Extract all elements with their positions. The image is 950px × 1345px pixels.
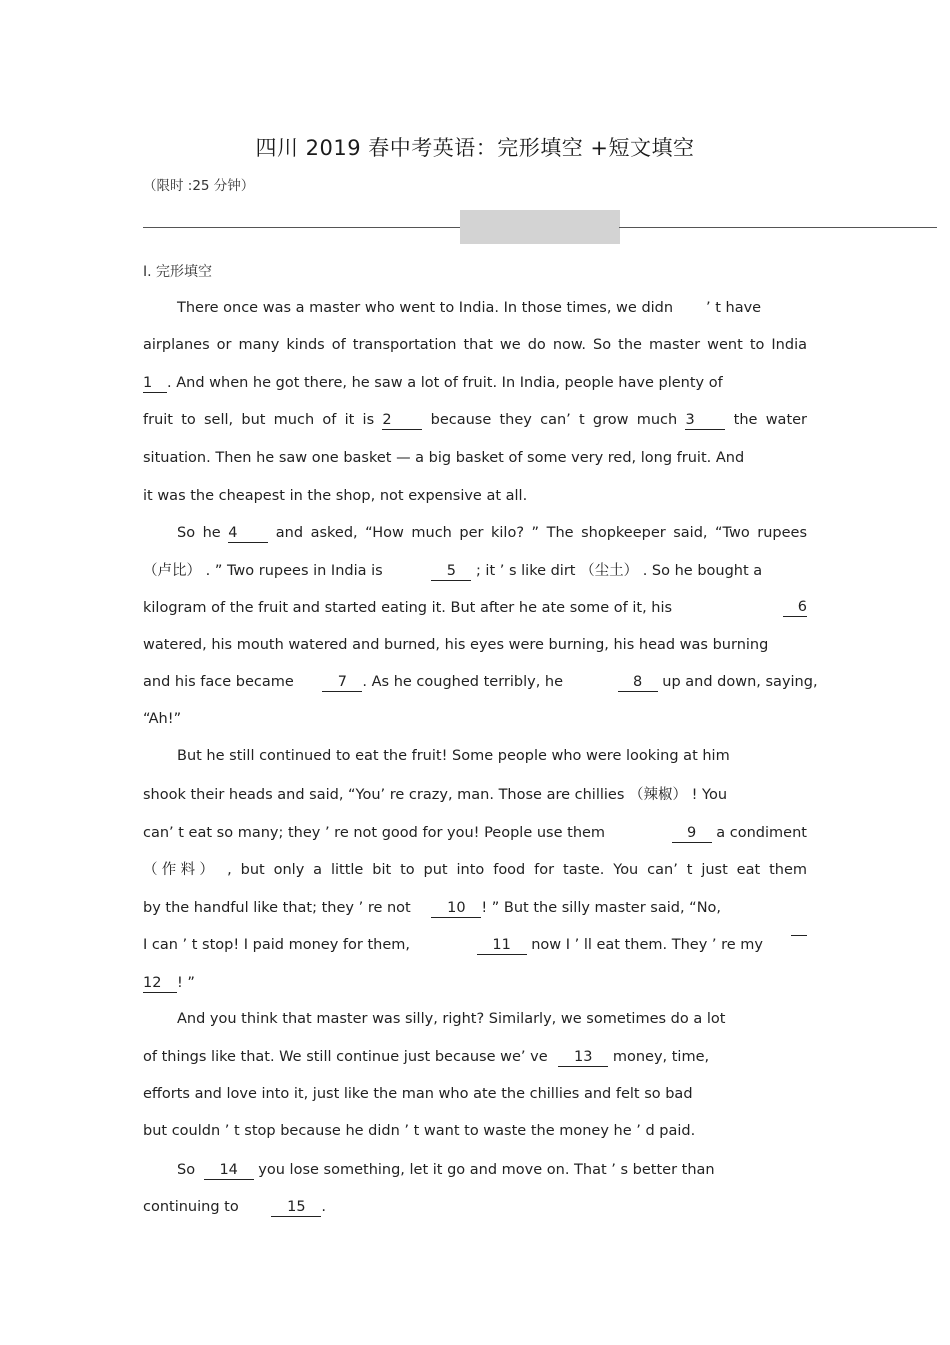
text-line xyxy=(143,823,807,843)
section-band xyxy=(460,210,620,244)
blank-1[interactable]: 1 xyxy=(143,374,167,393)
text-span: by the handful like that; they ’ re not xyxy=(143,900,411,916)
divider-right xyxy=(619,227,937,228)
text-span: ’ t have xyxy=(706,300,762,316)
text-span: . As he coughed terribly, he xyxy=(362,674,564,690)
text-span: There once was a master who went to India. In those times, we didn xyxy=(177,300,674,316)
text-line xyxy=(143,672,818,692)
text-span: now I ’ ll eat them. They ’ re my xyxy=(531,937,763,953)
section-heading: Ⅰ. 完形填空 xyxy=(143,264,213,280)
text-line xyxy=(143,1160,807,1180)
text-line: shook their heads and said, “You’ re crazy, man. Those are chillies （辣椒） ! You xyxy=(143,787,728,803)
blank-12[interactable]: 12 xyxy=(143,974,177,993)
blank-2[interactable]: 2 xyxy=(382,411,422,430)
text-span: So xyxy=(177,1162,196,1178)
text-line xyxy=(143,898,807,918)
text-line xyxy=(143,523,807,543)
text-line: （作料） , but only a little bit to put into food for taste. You can’ t just eat them xyxy=(143,862,807,878)
text-span: money, time, xyxy=(612,1049,710,1065)
text-line: situation. Then he saw one basket — a big basket of some very red, long fruit. And xyxy=(143,450,745,466)
text-line xyxy=(143,1197,807,1217)
text-span: （卢比） . ” Two rupees in India is xyxy=(143,563,383,579)
blank-10[interactable]: 10 xyxy=(431,899,481,918)
text-span: fruit to sell, but much of it is xyxy=(143,412,375,428)
text-line: watered, his mouth watered and burned, his eyes were burning, his head was burning xyxy=(143,637,769,653)
text-span: up and down, saying, xyxy=(662,674,818,690)
text-span: kilogram of the fruit and started eating it. But after he ate some of it, his xyxy=(143,600,673,616)
text-span: So he xyxy=(177,525,221,541)
text-span: continuing to xyxy=(143,1199,239,1215)
text-span: . And when he got there, he saw a lot of fruit. In India, people have plenty of xyxy=(167,375,723,391)
text-line: But he still continued to eat the fruit! Some people who were looking at him xyxy=(177,748,730,764)
text-span: because they can’ t grow much xyxy=(430,412,678,428)
text-span: and asked, “How much per kilo? ” The shopkeeper said, “Two rupees xyxy=(275,525,808,541)
text-line xyxy=(143,598,807,618)
time-limit: （限时 :25 分钟） xyxy=(143,178,255,194)
text-line: but couldn ’ t stop because he didn ’ t want to waste the money he ’ d paid. xyxy=(143,1123,696,1139)
text-span: ! ” But the silly master said, “No, xyxy=(481,900,722,916)
page-title: 四川 2019 春中考英语：完形填空 +短文填空 xyxy=(255,136,695,160)
divider-left xyxy=(143,227,461,228)
blank-6[interactable]: 6 xyxy=(783,598,807,617)
blank-12-lead xyxy=(791,935,807,936)
text-line xyxy=(143,935,807,955)
text-span: ! ” xyxy=(177,975,195,991)
text-line xyxy=(143,373,807,393)
text-line: And you think that master was silly, right? Similarly, we sometimes do a lot xyxy=(177,1011,726,1027)
text-line: efforts and love into it, just like the man who ate the chillies and felt so bad xyxy=(143,1086,693,1102)
text-span: can’ t eat so many; they ’ re not good for you! People use them xyxy=(143,825,606,841)
text-span: a condiment xyxy=(716,825,807,841)
blank-14[interactable]: 14 xyxy=(204,1161,254,1180)
text-span: and his face became xyxy=(143,674,294,690)
blank-7[interactable]: 7 xyxy=(322,673,362,692)
text-line xyxy=(143,410,807,430)
blank-5[interactable]: 5 xyxy=(431,562,471,581)
blank-15[interactable]: 15 xyxy=(271,1198,321,1217)
text-line xyxy=(143,561,807,581)
text-span: . xyxy=(321,1199,326,1215)
text-span: the water xyxy=(733,412,808,428)
blank-4[interactable]: 4 xyxy=(228,524,268,543)
blank-13[interactable]: 13 xyxy=(558,1048,608,1067)
text-span: I can ’ t stop! I paid money for them, xyxy=(143,937,410,953)
text-line: “Ah!” xyxy=(143,711,182,727)
text-line xyxy=(143,298,807,318)
blank-11[interactable]: 11 xyxy=(477,936,527,955)
blank-3[interactable]: 3 xyxy=(685,411,725,430)
blank-8[interactable]: 8 xyxy=(618,673,658,692)
text-span: of things like that. We still continue just because we’ ve xyxy=(143,1049,548,1065)
text-span: you lose something, let it go and move on. That ’ s better than xyxy=(258,1162,715,1178)
text-span: ; it ’ s like dirt （尘土） . So he bought a xyxy=(475,563,763,579)
text-line: it was the cheapest in the shop, not expensive at all. xyxy=(143,488,528,504)
text-line: airplanes or many kinds of transportation that we do now. So the master went to India xyxy=(143,337,807,353)
blank-9[interactable]: 9 xyxy=(672,824,712,843)
text-line xyxy=(143,973,807,993)
text-line xyxy=(143,1047,807,1067)
